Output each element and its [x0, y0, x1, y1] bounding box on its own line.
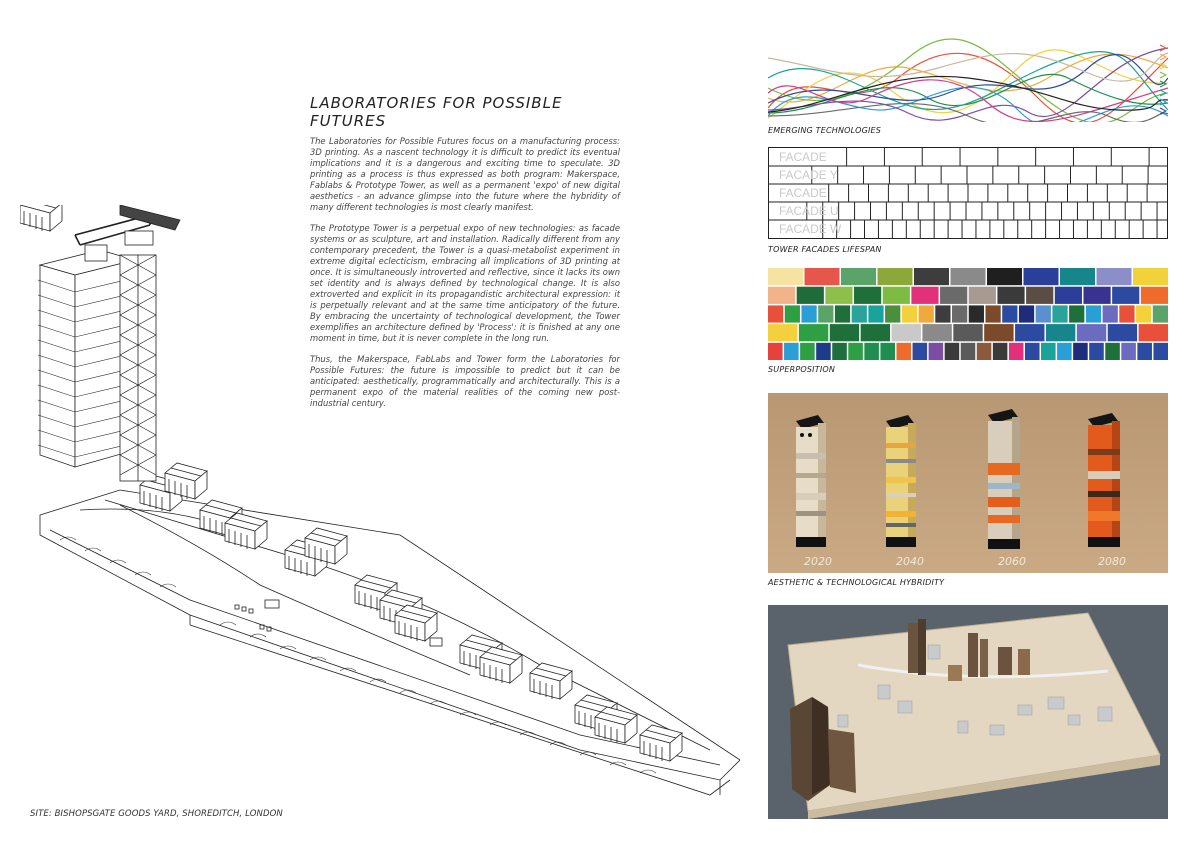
superposition-swatch — [852, 305, 867, 322]
year-label-2080: 2080 — [1098, 555, 1126, 568]
superposition-swatch — [902, 305, 917, 322]
superposition-swatch — [878, 268, 913, 285]
superposition-swatch — [768, 343, 783, 360]
superposition-swatch — [969, 287, 996, 304]
superposition-swatch — [1097, 268, 1132, 285]
superposition-swatch — [997, 287, 1024, 304]
superposition-swatch — [935, 305, 950, 322]
emerging-technologies-caption: EMERGING TECHNOLOGIES — [768, 126, 882, 135]
superposition-swatch — [1139, 324, 1168, 341]
superposition-swatch — [1086, 305, 1101, 322]
superposition-swatch — [768, 305, 783, 322]
superposition-swatch — [1133, 268, 1168, 285]
superposition-swatch — [768, 268, 803, 285]
superposition-swatch — [1057, 343, 1072, 360]
superposition-swatch — [818, 305, 833, 322]
superposition-swatch — [864, 343, 879, 360]
superposition-swatch — [1025, 343, 1040, 360]
superposition-swatch — [984, 324, 1013, 341]
superposition-swatch — [1036, 305, 1051, 322]
facade-label: FACADE U — [778, 204, 839, 219]
superposition-swatch — [868, 305, 883, 322]
superposition-swatch — [892, 324, 921, 341]
curve-arrowhead — [1160, 72, 1166, 78]
superposition-swatch — [951, 268, 986, 285]
superposition-swatch — [919, 305, 934, 322]
paragraph-intro: The Laboratories for Possible Futures focus on a manufacturing process: 3D printing. As a nascent technology it is difficult to predict its eventual implications and it is a dangerous and exciting time to speculate. 3D printing as a process is thus expressed as both program: Makerspace, Fablabs & Prototype Tower, as well as a permanent 'expo' of new digital aesthetics - an advance glimpse into the future where the hybridity of many different technologies is most clearly manifest. — [310, 136, 620, 212]
superposition-swatch — [987, 268, 1022, 285]
superposition-swatch — [945, 343, 960, 360]
superposition-swatch — [832, 343, 847, 360]
tower-facades-caption: TOWER FACADES LIFESPAN — [768, 245, 882, 254]
superposition-swatch — [969, 305, 984, 322]
tower-model-2080 — [1088, 413, 1120, 547]
superposition-swatch — [1112, 287, 1139, 304]
superposition-swatch — [952, 305, 967, 322]
superposition-swatch — [993, 343, 1008, 360]
paragraph-conclusion: Thus, the Makerspace, FabLabs and Tower form the Laboratories for Possible Futures: the future is impossible to predict but it can be anticipated: aesthetically, programmatically and architecturally. This is a permanent expo of the material realities of the coming new post-industrial century. — [310, 354, 620, 408]
superposition-swatch — [1052, 305, 1067, 322]
superposition-swatch — [816, 343, 831, 360]
tower-model-2060 — [988, 409, 1020, 549]
facade-label: FACADE W — [778, 222, 842, 237]
superposition-swatch — [913, 343, 928, 360]
superposition-swatch — [801, 305, 816, 322]
superposition-swatch — [797, 287, 824, 304]
superposition-swatch — [1153, 343, 1168, 360]
superposition-swatch — [1015, 324, 1044, 341]
superposition-swatch — [1024, 268, 1059, 285]
superposition-swatch — [1077, 324, 1106, 341]
superposition-swatch — [1073, 343, 1088, 360]
superposition-swatch — [922, 324, 951, 341]
superposition-swatch — [914, 268, 949, 285]
facade-label: FACADE Y — [778, 168, 838, 183]
superposition-swatch — [1089, 343, 1104, 360]
facade-label: FACADE — [778, 150, 827, 165]
superposition-swatch — [929, 343, 944, 360]
superposition-swatch — [961, 343, 976, 360]
site-caption: SITE: BISHOPSGATE GOODS YARD, SHOREDITCH, LONDON — [30, 809, 283, 819]
curve-arrowhead — [1160, 45, 1166, 51]
superposition-swatch — [880, 343, 895, 360]
superposition-swatch — [1083, 287, 1110, 304]
superposition-swatch — [768, 324, 797, 341]
superposition-swatch — [1137, 343, 1152, 360]
paragraph-prototype-tower: The Prototype Tower is a perpetual expo of new technologies: as facade systems or as sculpture, art and installation. Radically different from any contemporary precedent, the Tower is a quasi-metabolist experiment in extreme digital eclecticism, embracing all implications of 3D printing at once. It is simultaneously introverted and reflective, since it lacks its own set identity and is always defined by technological change. It is also extroverted and explicit in its propagandistic architectural expression: it is perpetually relevant and at the same time anticipatory of the future. By embracing the uncertainty of technological development, the Tower exemplifies an architecture defined by 'Process': it is finished at any one moment in time, but it is never complete in the long run. — [310, 223, 620, 343]
superposition-swatch — [1121, 343, 1136, 360]
superposition-swatch — [1009, 343, 1024, 360]
body-text — [310, 136, 620, 419]
superposition-swatch — [896, 343, 911, 360]
superposition-swatch — [854, 287, 881, 304]
tower-models-photo — [768, 393, 1168, 573]
superposition-swatch — [1002, 305, 1017, 322]
superposition-swatch — [985, 305, 1000, 322]
superposition-swatch — [1055, 287, 1082, 304]
superposition-swatch — [885, 305, 900, 322]
superposition-color-grid — [768, 268, 1168, 360]
superposition-swatch — [1105, 343, 1120, 360]
superposition-swatch — [800, 343, 815, 360]
superposition-swatch — [940, 287, 967, 304]
superposition-swatch — [1153, 305, 1168, 322]
superposition-swatch — [911, 287, 938, 304]
superposition-swatch — [805, 268, 840, 285]
superposition-swatch — [1103, 305, 1118, 322]
superposition-swatch — [1108, 324, 1137, 341]
superposition-swatch — [848, 343, 863, 360]
superposition-swatch — [861, 324, 890, 341]
superposition-swatch — [1069, 305, 1084, 322]
superposition-swatch — [1026, 287, 1053, 304]
hybridity-caption: AESTHETIC & TECHNOLOGICAL HYBRIDITY — [768, 578, 945, 587]
superposition-swatch — [799, 324, 828, 341]
superposition-swatch — [953, 324, 982, 341]
year-label-2060: 2060 — [998, 555, 1026, 568]
superposition-swatch — [1060, 268, 1095, 285]
superposition-swatch — [830, 324, 859, 341]
superposition-caption: SUPERPOSITION — [768, 365, 836, 374]
superposition-swatch — [1019, 305, 1034, 322]
superposition-swatch — [1041, 343, 1056, 360]
facade-label: FACADE — [778, 186, 827, 201]
site-model-photo — [768, 605, 1168, 819]
superposition-swatch — [883, 287, 910, 304]
superposition-swatch — [835, 305, 850, 322]
superposition-swatch — [1136, 305, 1151, 322]
emerging-technologies-diagram — [768, 38, 1168, 122]
superposition-swatch — [768, 287, 795, 304]
tower-facades-lifespan-diagram — [768, 147, 1168, 239]
tower-model-2040 — [886, 415, 916, 547]
superposition-swatch — [784, 343, 799, 360]
superposition-swatch — [785, 305, 800, 322]
year-label-2020: 2020 — [804, 555, 832, 568]
tower-model-2020 — [796, 415, 826, 547]
superposition-swatch — [1046, 324, 1075, 341]
superposition-swatch — [1119, 305, 1134, 322]
superposition-swatch — [977, 343, 992, 360]
page-title: LABORATORIES FOR POSSIBLE FUTURES — [310, 94, 563, 130]
superposition-swatch — [1141, 287, 1168, 304]
year-label-2040: 2040 — [896, 555, 924, 568]
superposition-swatch — [841, 268, 876, 285]
superposition-swatch — [825, 287, 852, 304]
curve-arrowhead — [1160, 90, 1166, 96]
